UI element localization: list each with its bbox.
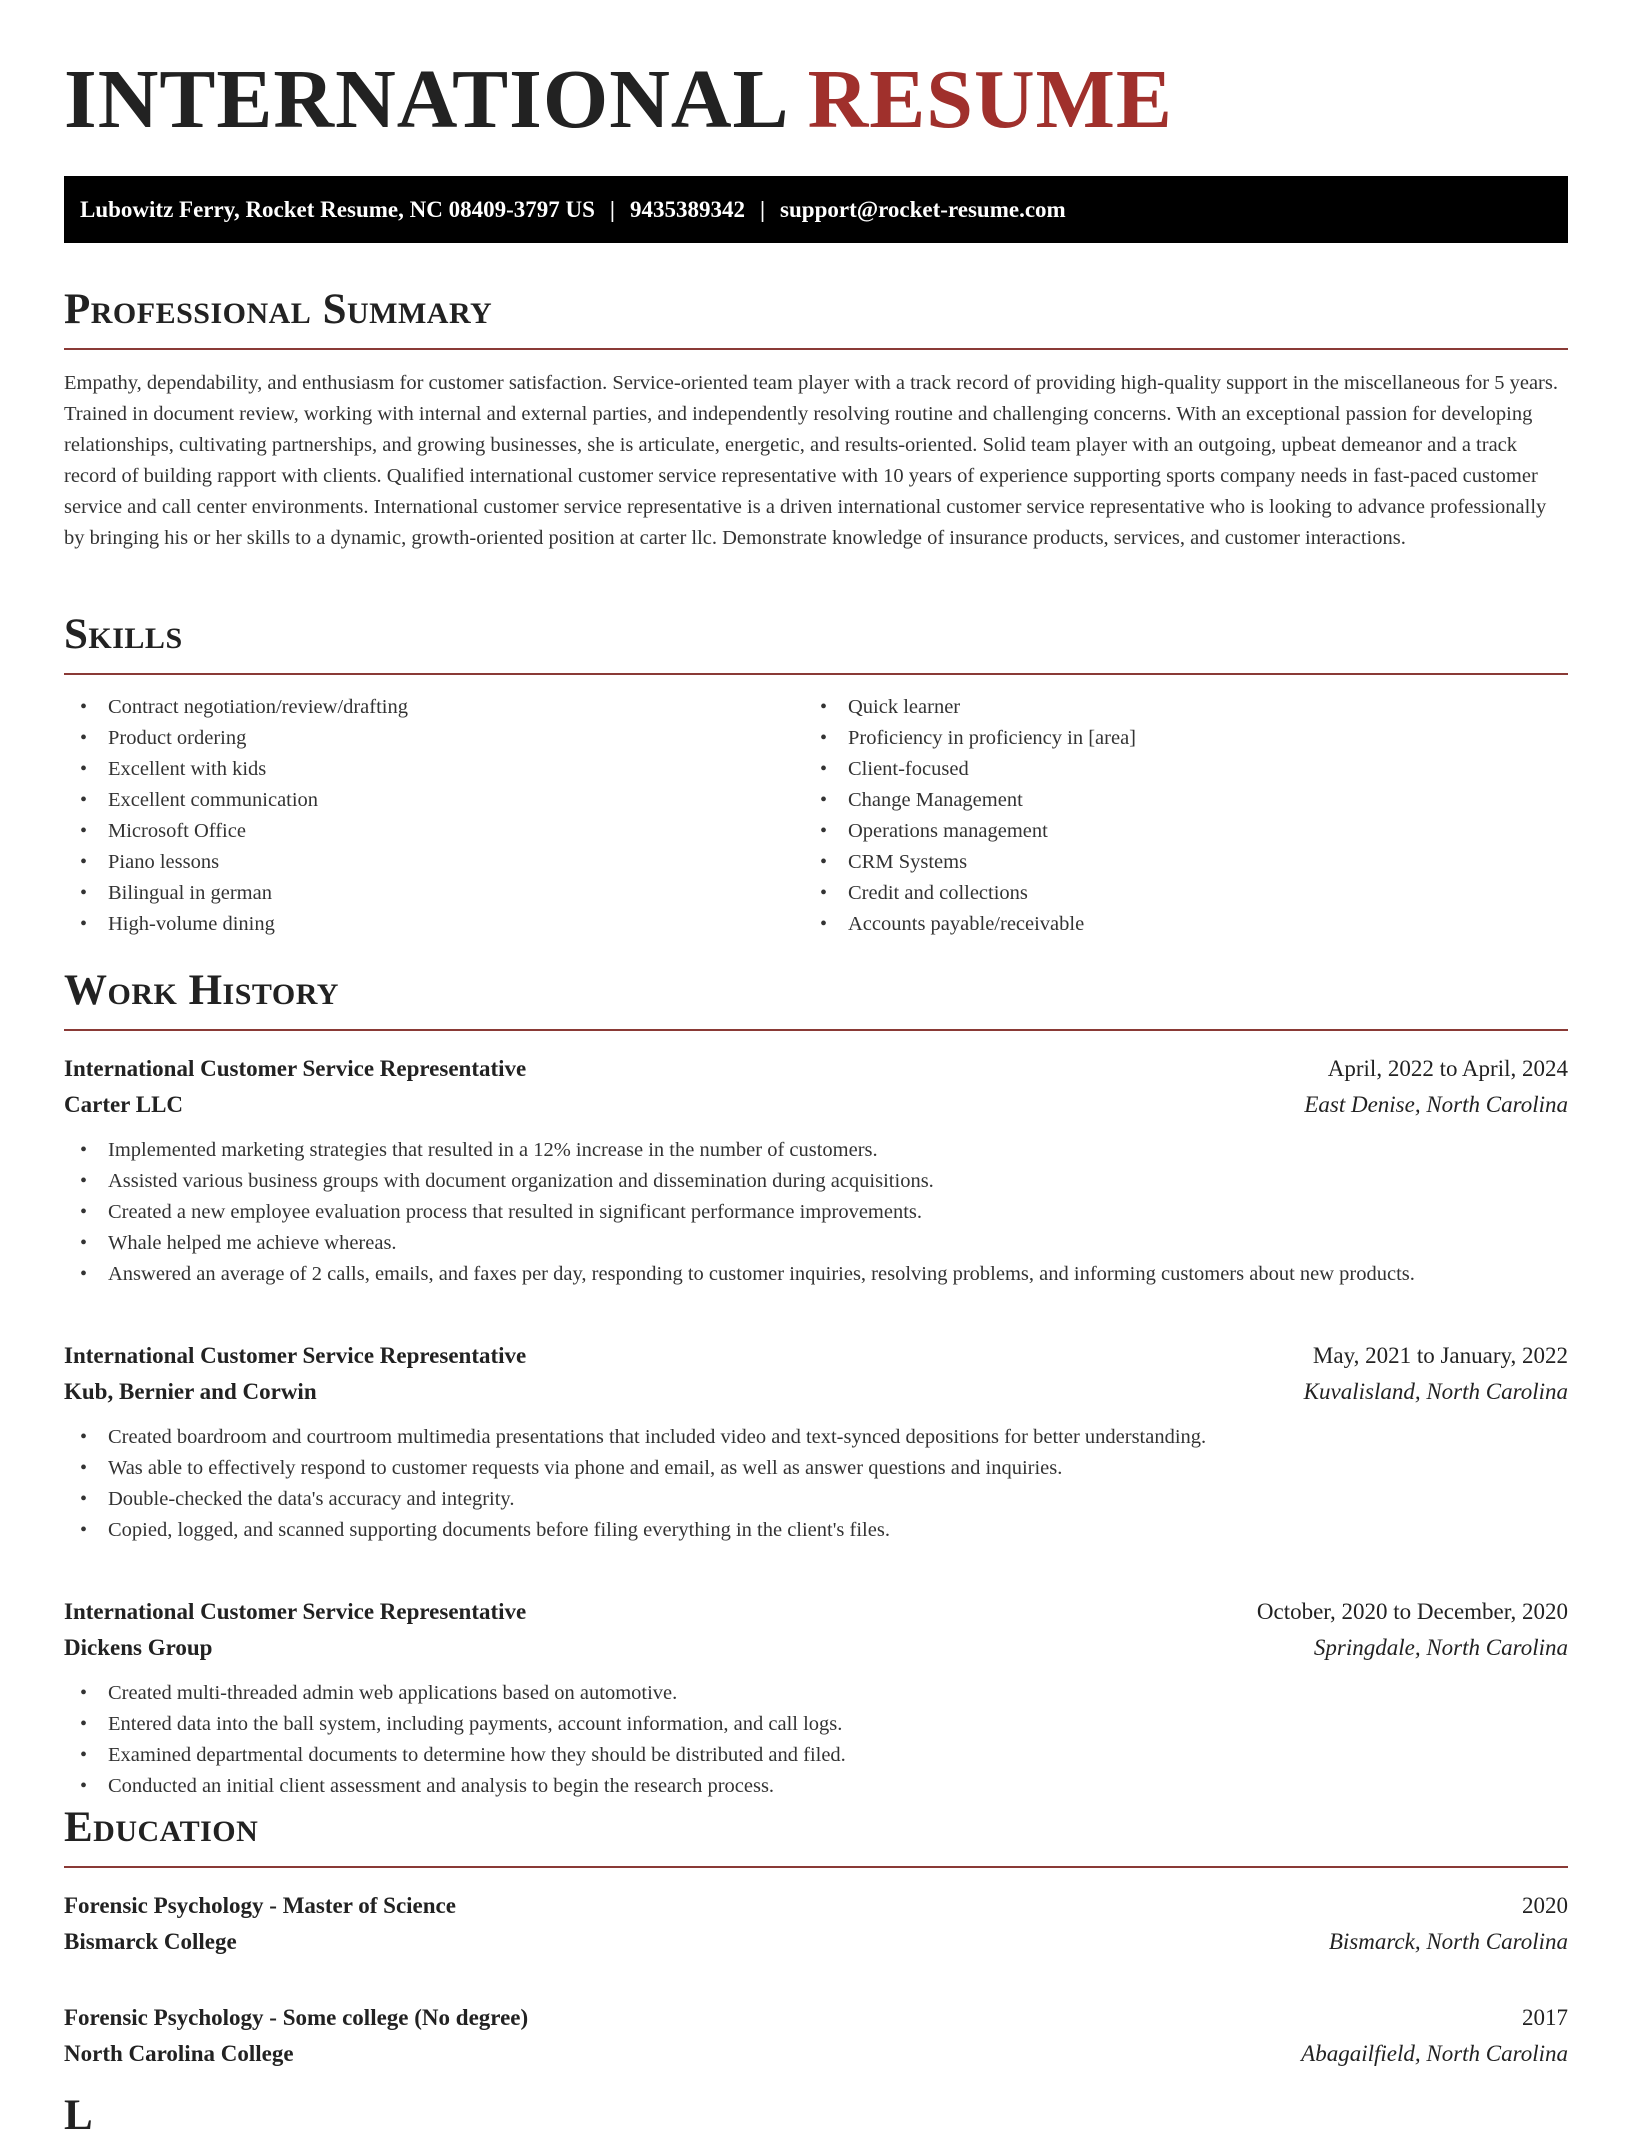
skills-section	[64, 609, 1568, 940]
skill-item: • CRM Systems	[804, 847, 1544, 878]
job-bullet: • Assisted various business groups with document organization and dissemination during acquisitions.	[64, 1166, 1568, 1197]
job-location: East Denise, North Carolina	[1304, 1091, 1568, 1117]
summary-heading: Professional Summary	[64, 286, 493, 333]
job-title: International Customer Service Representative	[64, 1598, 527, 1624]
job-bullet: • Double-checked the data's accuracy and integrity.	[64, 1484, 1568, 1515]
job-entry	[64, 1051, 1568, 1290]
skill-item: • Excellent with kids	[64, 754, 804, 785]
education-location: Abagailfield, North Carolina	[1301, 2040, 1568, 2066]
job-location: Springdale, North Carolina	[1313, 1634, 1568, 1660]
education-section	[64, 1802, 1568, 2072]
summary-section	[64, 284, 1568, 554]
job-dates: May, 2021 to January, 2022	[1312, 1342, 1568, 1368]
skill-item: • High-volume dining	[64, 909, 804, 940]
job-company-row	[64, 1087, 1568, 1123]
work-history-heading: Work History	[64, 967, 339, 1014]
skill-item: • Accounts payable/receivable	[804, 909, 1544, 940]
job-company-row	[64, 1630, 1568, 1666]
job-bullet: • Entered data into the ball system, including payments, account information, and call logs.	[64, 1709, 1568, 1740]
skills-heading: Skills	[64, 611, 183, 658]
job-dates: October, 2020 to December, 2020	[1256, 1598, 1568, 1624]
education-degree-row	[64, 1888, 1568, 1924]
skill-item: • Bilingual in german	[64, 878, 804, 909]
job-location: Kuvalisland, North Carolina	[1303, 1378, 1568, 1404]
job-company-row	[64, 1374, 1568, 1410]
job-bullet: • Answered an average of 2 calls, emails, and faxes per day, responding to customer inquiries, resolving problems, and informing customers about new products.	[64, 1259, 1568, 1290]
job-company: Carter LLC	[64, 1091, 184, 1117]
job-bullet: • Created boardroom and courtroom multimedia presentations that included video and text-synced depositions for better understanding.	[64, 1422, 1568, 1453]
education-school: Bismarck College	[64, 1928, 237, 1954]
skill-item: • Operations management	[804, 816, 1544, 847]
education-entry	[64, 1888, 1568, 1960]
contact-address: Lubowitz Ferry, Rocket Resume, NC 08409-3797 US	[80, 196, 595, 222]
education-location: Bismarck, North Carolina	[1328, 1928, 1568, 1954]
job-header-row	[64, 1594, 1568, 1630]
section-divider	[64, 1029, 1568, 1031]
education-degree: Forensic Psychology - Master of Science	[64, 1892, 456, 1918]
job-bullet: • Created multi-threaded admin web applications based on automotive.	[64, 1678, 1568, 1709]
job-bullet: • Whale helped me achieve whereas.	[64, 1228, 1568, 1259]
job-header-row	[64, 1338, 1568, 1374]
title-second-word: RESUME	[807, 53, 1173, 146]
job-entry	[64, 1594, 1568, 1802]
contact-phone[interactable]: 9435389342	[629, 196, 745, 222]
skill-item: • Piano lessons	[64, 847, 804, 878]
work-history-section	[64, 965, 1568, 1802]
skill-item: • Microsoft Office	[64, 816, 804, 847]
education-entry	[64, 2000, 1568, 2072]
job-company: Kub, Bernier and Corwin	[64, 1378, 317, 1404]
education-school-row	[64, 1924, 1568, 1960]
education-year: 2020	[1522, 1892, 1568, 1918]
summary-text: Empathy, dependability, and enthusiasm for customer satisfaction. Service-oriented team player with a track record of providing high-quality support in the miscellaneous for 5 years. Trained in document review, working with internal and external parties, and independently resolving routine and challenging concerns. With an exceptional passion for developing relationships, cultivating partnerships, and growing businesses, she is articulate, energetic, and results-oriented. Solid team player with an outgoing, upbeat demeanor and a track record of building rapport with clients. Qualified international customer service representative with 10 years of experience supporting sports company needs in fast-paced customer service and call center environments. International customer service representative is a driven international customer service representative who is looking to advance professionally by bringing his or her skills to a dynamic, growth-oriented position at carter llc. Demonstrate knowledge of insurance products, services, and customer interactions.	[64, 371, 1558, 549]
education-school-row	[64, 2036, 1568, 2072]
education-year: 2017	[1522, 2004, 1568, 2030]
job-header-row	[64, 1051, 1568, 1087]
contact-bar	[64, 176, 1568, 243]
skill-item: • Product ordering	[64, 723, 804, 754]
skill-item: • Proficiency in proficiency in [area]	[804, 723, 1544, 754]
skill-item: • Quick learner	[804, 692, 1544, 723]
skills-left-column	[64, 692, 804, 940]
job-bullets	[64, 1135, 1568, 1290]
contact-separator: |	[759, 196, 766, 222]
job-bullets	[64, 1678, 1568, 1802]
section-divider	[64, 348, 1568, 350]
job-bullet: • Examined departmental documents to determine how they should be distributed and filed.	[64, 1740, 1568, 1771]
section-divider	[64, 1866, 1568, 1868]
skill-item: • Client-focused	[804, 754, 1544, 785]
job-bullet: • Implemented marketing strategies that resulted in a 12% increase in the number of customers.	[64, 1135, 1568, 1166]
job-company: Dickens Group	[64, 1634, 213, 1660]
section-divider	[64, 673, 1568, 675]
skill-item: • Excellent communication	[64, 785, 804, 816]
education-heading: Education	[64, 1804, 259, 1851]
education-school: North Carolina College	[64, 2040, 294, 2066]
next-section-heading-partial: L	[64, 2092, 93, 2139]
education-degree: Forensic Psychology - Some college (No degree)	[64, 2004, 529, 2030]
skills-columns	[64, 692, 1568, 940]
contact-separator: |	[609, 196, 615, 222]
job-dates: April, 2022 to April, 2024	[1327, 1055, 1568, 1081]
job-entry	[64, 1338, 1568, 1546]
skill-item: • Change Management	[804, 785, 1544, 816]
job-bullet: • Copied, logged, and scanned supporting documents before filing everything in the client's files.	[64, 1515, 1568, 1546]
job-title: International Customer Service Representative	[64, 1055, 527, 1081]
education-degree-row	[64, 2000, 1568, 2036]
job-bullet: • Created a new employee evaluation process that resulted in significant performance improvements.	[64, 1197, 1568, 1228]
job-bullets	[64, 1422, 1568, 1546]
skill-item: • Credit and collections	[804, 878, 1544, 909]
skills-right-column	[804, 692, 1544, 940]
resume-title	[64, 54, 1173, 146]
contact-email[interactable]: support@rocket-resume.com	[780, 196, 1066, 222]
job-title: International Customer Service Representative	[64, 1342, 527, 1368]
job-bullet: • Conducted an initial client assessment and analysis to begin the research process.	[64, 1771, 1568, 1802]
skill-item: • Contract negotiation/review/drafting	[64, 692, 804, 723]
job-bullet: • Was able to effectively respond to customer requests via phone and email, as well as answer questions and inquiries.	[64, 1453, 1568, 1484]
title-first-word: INTERNATIONAL	[64, 53, 790, 146]
